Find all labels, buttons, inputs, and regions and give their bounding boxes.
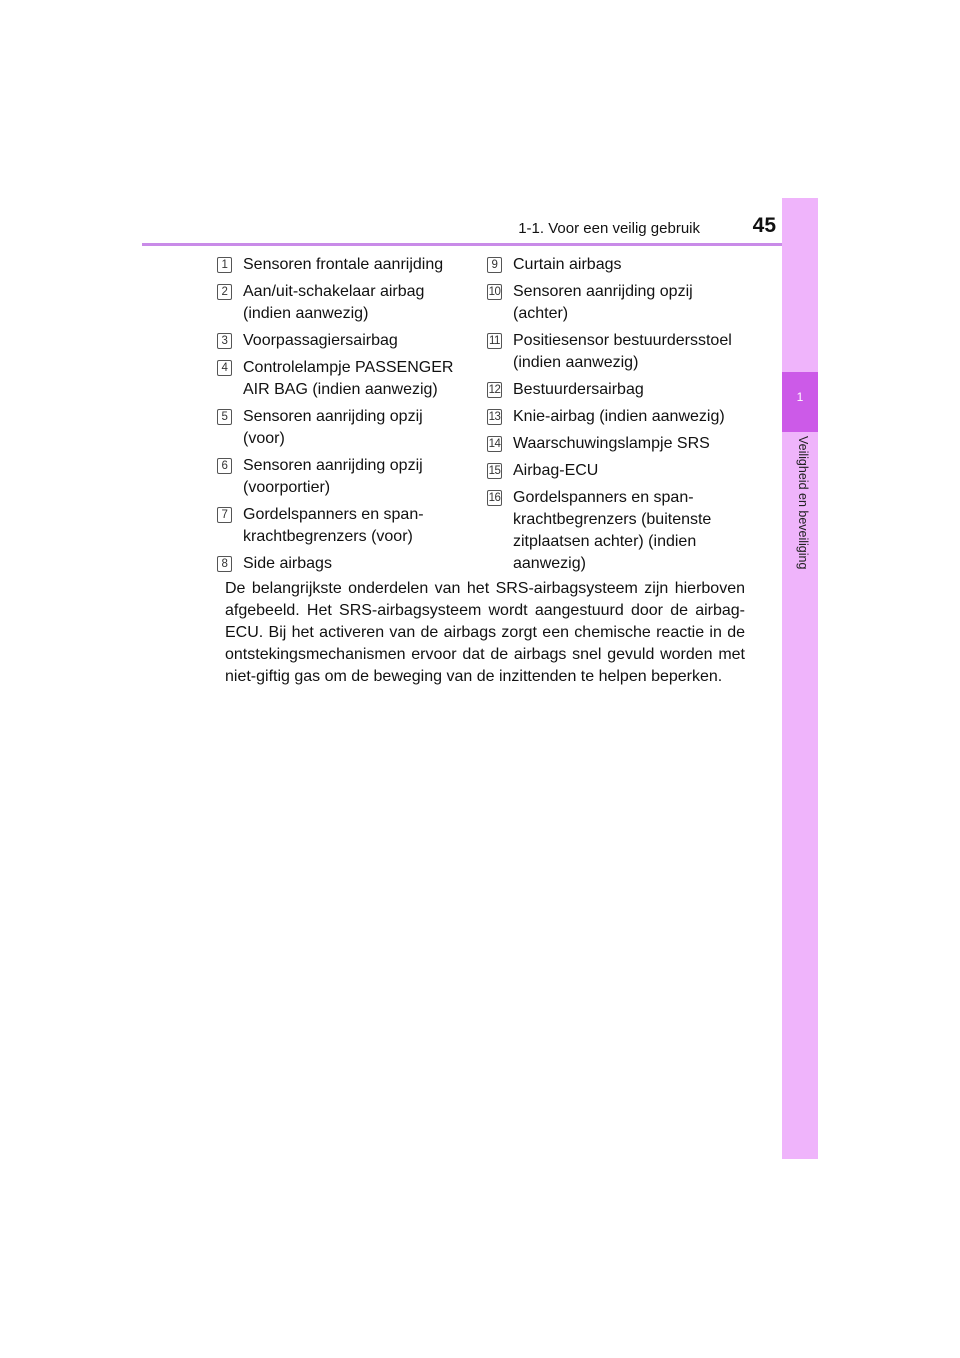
legend-item [217, 406, 467, 450]
legend-item-label: Controlelampje PASSENGER AIR BAG (indien aanwezig) [243, 359, 454, 398]
legend-item [217, 455, 467, 499]
legend-item-label: Sensoren aanrijding opzij (voor) [243, 408, 423, 447]
legend-number-badge: 14 [488, 438, 501, 450]
legend-item-label: Voorpassagiersairbag [243, 332, 398, 349]
legend-item-label: Gordelspanners en spankrachtbegrenzers (voor) [243, 506, 424, 545]
legend-item-label: Bestuurdersairbag [513, 381, 644, 398]
page-number: 45 [752, 214, 776, 237]
legend-item [217, 504, 467, 548]
body-paragraph: De belangrijkste onderdelen van het SRS-airbagsysteem zijn hierboven afgebeeld. Het SRS-airbagsysteem wordt aangestuurd door de airbag-ECU. Bij het activeren van de airbags zorgt een chemische reactie in de ontstekingsmechanismen ervoor dat de airbags snel gevuld worden met niet-giftig gas om de beweging van de inzittenden te helpen beperken. [225, 580, 745, 685]
legend-right-column [487, 254, 749, 575]
legend-item [217, 357, 467, 401]
legend-number-badge: 6 [217, 458, 232, 474]
section-title: 1-1. Voor een veilig gebruik [518, 220, 700, 237]
legend-item [487, 281, 749, 325]
legend-number-badge: 4 [217, 360, 232, 376]
legend-item-label: Sensoren frontale aanrijding [243, 256, 444, 273]
legend-item [487, 460, 749, 482]
legend-item [217, 281, 467, 325]
header-rule [142, 243, 818, 246]
legend-item-label: Aan/uit-schakelaar airbag (indien aanwezig) [243, 283, 425, 322]
legend-item-label: Sensoren aanrijding opzij (voorportier) [243, 457, 423, 496]
legend-number-badge: 7 [217, 507, 232, 523]
legend-number-badge: 2 [217, 284, 232, 300]
legend-number-badge: 3 [217, 333, 232, 349]
legend-item [487, 379, 749, 401]
legend-item [487, 487, 749, 575]
legend-number-badge: 11 [487, 333, 502, 349]
legend-item [487, 406, 749, 428]
legend-item-label: Airbag-ECU [513, 462, 599, 479]
legend-number-badge: 5 [217, 409, 232, 425]
legend-number-badge: 16 [488, 492, 501, 504]
legend-number-badge: 13 [488, 411, 501, 423]
legend-number-badge: 9 [487, 257, 502, 273]
legend-item-label: Gordelspanners en spankrachtbegrenzers (buitenste zitplaatsen achter) (indien aanwezig) [513, 489, 712, 572]
chapter-number: 1 [796, 390, 804, 404]
legend-number-badge: 1 [217, 257, 232, 273]
legend-item-label: Curtain airbags [513, 256, 622, 273]
legend-number-badge: 8 [217, 556, 232, 572]
legend-item [487, 433, 749, 455]
legend-number-badge: 15 [488, 465, 501, 477]
legend-item-label: Side airbags [243, 555, 332, 572]
legend-item [217, 553, 467, 575]
legend-item-label: Waarschuwingslampje SRS [513, 435, 710, 452]
legend-number-badge: 10 [488, 286, 501, 298]
legend-left-column [217, 254, 467, 575]
legend-item [487, 330, 749, 374]
legend-item [487, 254, 749, 276]
legend-item-label: Positiesensor bestuurdersstoel (indien aanwezig) [513, 332, 732, 371]
chapter-side-tab [782, 198, 818, 1159]
legend-item-label: Knie-airbag (indien aanwezig) [513, 408, 725, 425]
legend-item [217, 254, 467, 276]
legend-number-badge: 12 [488, 384, 501, 396]
legend-item [217, 330, 467, 352]
legend-item-label: Sensoren aanrijding opzij (achter) [513, 283, 693, 322]
chapter-title: Veiligheid en beveiliging [796, 436, 810, 570]
